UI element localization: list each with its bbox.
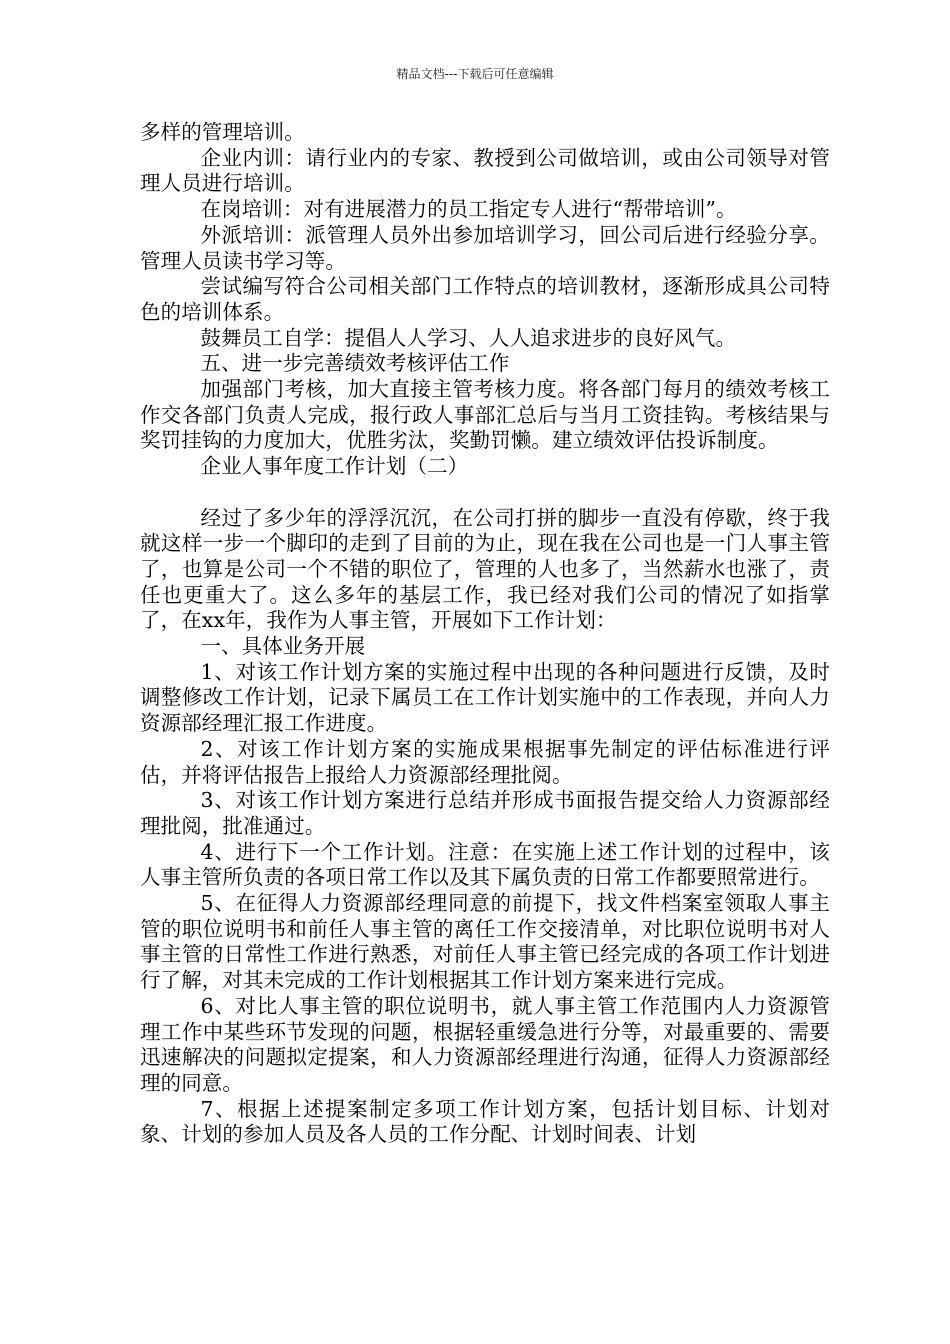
paragraph: 外派培训：派管理人员外出参加培训学习，回公司后进行经验分享。管理人员读书学习等。 (140, 222, 830, 273)
page-header: 精品文档---下载后可任意编辑 (396, 67, 554, 81)
list-item: 1、对该工作计划方案的实施过程中出现的各种问题进行反馈，及时调整修改工作计划，记录下属员工在工作计划实施中的工作表现，并向人力资源部经理汇报工作进度。 (140, 659, 830, 736)
blank-line (140, 480, 830, 506)
document-body (140, 120, 830, 1148)
document-subtitle: 企业人事年度工作计划（二） (200, 454, 469, 479)
paragraph: 鼓舞员工自学：提倡人人学习、人人追求进步的良好风气。 (200, 325, 737, 350)
list-item: 4、进行下一个工作计划。注意：在实施上述工作计划的过程中，该人事主管所负责的各项日常工作以及其下属负责的日常工作都要照常进行。 (140, 839, 830, 890)
list-item: 2、对该工作计划方案的实施成果根据事先制定的评估标准进行评估，并将评估报告上报给人力资源部经理批阅。 (140, 736, 830, 787)
paragraph: 多样的管理培训。 (140, 120, 305, 144)
paragraph: 尝试编写符合公司相关部门工作特点的培训教材，逐渐形成具公司特色的培训体系。 (140, 274, 830, 324)
list-item: 5、在征得人力资源部经理同意的前提下，找文件档案室领取人事主管的职位说明书和前任人事主管的离任工作交接清单，对比职位说明书对人事主管的日常性工作进行熟悉，对前任人事主管已经完成的各项工作计划进行了解，对其未完成的工作计划根据其工作计划方案来进行完成。 (140, 891, 830, 993)
list-item: 7、根据上述提案制定多项工作计划方案，包括计划目标、计划对象、计划的参加人员及各人员的工作分配、计划时间表、计划 (140, 1096, 830, 1147)
section-heading: 五、进一步完善绩效考核评估工作 (200, 351, 510, 376)
paragraph: 经过了多少年的浮浮沉沉，在公司打拼的脚步一直没有停歇，终于我就这样一步一个脚印的走到了目前的为止，现在我在公司也是一门人事主管了，也算是公司一个不错的职位了，管理的人也多了，当然薪水也涨了，责任也更重大了。这么多年的基层工作，我已经对我们公司的情况了如指掌了，在xx年，我作为人事主管，开展如下工作计划： (140, 505, 830, 633)
list-item: 6、对比人事主管的职位说明书，就人事主管工作范围内人力资源管理工作中某些环节发现的问题，根据轻重缓急进行分等，对最重要的、需要迅速解决的问题拟定提案，和人力资源部经理进行沟通，征得人力资源部经理的同意。 (140, 993, 830, 1095)
section-heading: 一、具体业务开展 (200, 634, 366, 659)
list-item: 3、对该工作计划方案进行总结并形成书面报告提交给人力资源部经理批阅，批准通过。 (140, 788, 830, 838)
paragraph: 加强部门考核，加大直接主管考核力度。将各部门每月的绩效考核工作交各部门负责人完成，报行政人事部汇总后与当月工资挂钩。考核结果与奖罚挂钩的力度加大，优胜劣汰，奖勤罚懒。建立绩效评估投诉制度。 (140, 377, 830, 453)
paragraph: 在岗培训：对有进展潜力的员工指定专人进行“帮带培训”。 (200, 197, 737, 222)
paragraph: 企业内训：请行业内的专家、教授到公司做培训，或由公司领导对管理人员进行培训。 (140, 145, 830, 196)
